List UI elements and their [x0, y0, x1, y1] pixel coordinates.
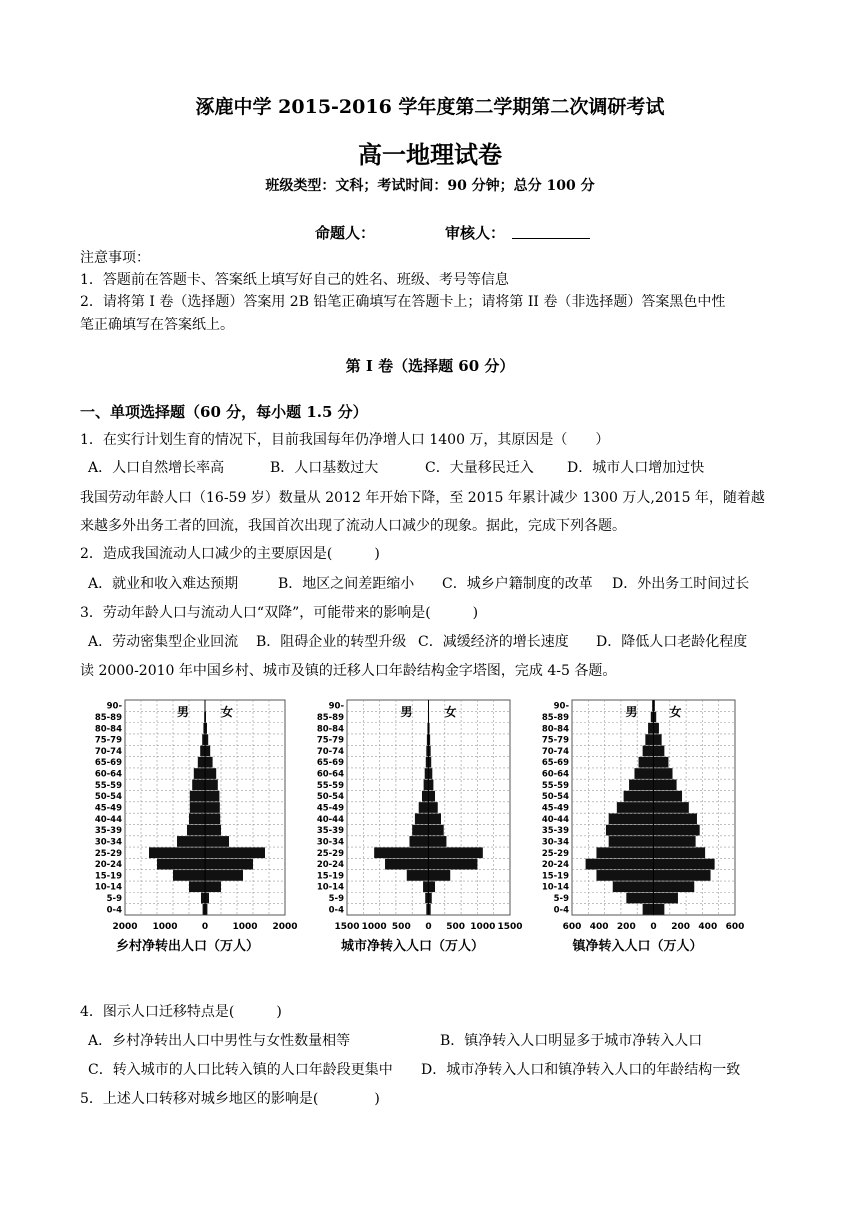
bar-female-45-49: [205, 802, 220, 813]
age-tick-label: 50-54: [94, 792, 122, 803]
bar-male-25-29: [149, 847, 205, 858]
bar-female-30-34: [654, 836, 696, 847]
note-item-2: 2．请将第 I 卷（选择题）答案用 2B 铅笔正确填写在答题卡上；请将第 II 卷（非选择题）答案黑色中性: [80, 294, 726, 310]
bar-male-55-59: [629, 780, 653, 791]
q3-option-c: C．减缓经济的增长速度: [418, 634, 569, 650]
question-5: 5．上述人口转移对城乡地区的影响是( ): [80, 1091, 380, 1107]
age-tick-label: 10-14: [316, 882, 344, 893]
bar-female-50-54: [205, 791, 219, 802]
bar-male-35-39: [412, 825, 428, 836]
reviewer-label: 审核人：: [445, 224, 506, 242]
age-tick-label: 10-14: [541, 882, 569, 893]
population-pyramid-figure: [80, 690, 760, 965]
legend-male: 男: [176, 705, 190, 719]
bar-female-40-44: [654, 813, 697, 824]
age-tick-label: 30-34: [541, 837, 569, 848]
part1-title: 第 I 卷（选择题 60 分）: [345, 357, 515, 375]
bar-male-75-79: [645, 734, 653, 745]
school-title: 涿鹿中学 2015-2016 学年度第二学期第二次调研考试: [195, 96, 665, 118]
bar-male-65-69: [198, 757, 205, 768]
age-tick-label: 45-49: [94, 803, 122, 814]
bar-female-60-64: [654, 768, 673, 779]
bar-female-35-39: [654, 825, 700, 836]
bar-male-10-14: [189, 881, 205, 892]
age-tick-label: 0-4: [106, 905, 122, 916]
q2-option-c: C．城乡户籍制度的改革: [442, 576, 593, 592]
bar-female-45-49: [429, 802, 438, 813]
bar-male-65-69: [639, 757, 654, 768]
pyramid-chart-2: [317, 700, 523, 954]
bar-male-70-74: [200, 746, 205, 757]
bar-male-45-49: [419, 802, 429, 813]
bar-male-5-9: [626, 893, 653, 904]
age-tick-label: 90-: [328, 701, 344, 712]
bar-male-20-24: [157, 859, 205, 870]
bar-female-5-9: [654, 893, 678, 904]
age-tick-label: 5-9: [106, 894, 122, 905]
x-tick-label: 1000: [152, 922, 178, 932]
bar-male-5-9: [201, 893, 205, 904]
bar-female-0-4: [654, 904, 665, 915]
age-tick-label: 50-54: [541, 792, 569, 803]
age-tick-label: 70-74: [316, 746, 344, 757]
age-tick-label: 0-4: [553, 905, 569, 916]
age-tick-label: 75-79: [316, 735, 344, 746]
x-tick-label: 1500: [334, 922, 360, 932]
age-tick-label: 25-29: [541, 848, 569, 859]
age-tick-label: 70-74: [541, 746, 569, 757]
bar-female-70-74: [654, 746, 665, 757]
chart-title: 城市净转入人口（万人）: [340, 939, 485, 954]
x-tick-label: 1000: [232, 922, 258, 932]
q2-option-b: B．地区之间差距缩小: [278, 576, 415, 592]
bar-female-30-34: [205, 836, 229, 847]
bar-male-20-24: [586, 859, 654, 870]
pyramid-chart-3: [542, 700, 745, 954]
question-4: 4．图示人口迁移特点是( ): [80, 1004, 282, 1020]
bar-female-15-19: [429, 870, 451, 881]
age-tick-label: 25-29: [94, 848, 122, 859]
age-tick-label: 35-39: [94, 826, 122, 837]
q4-option-a: A．乡村净转出人口中男性与女性数量相等: [88, 1033, 351, 1049]
age-tick-label: 40-44: [541, 814, 569, 825]
bar-female-55-59: [654, 780, 677, 791]
bar-male-60-64: [425, 768, 429, 779]
age-tick-label: 5-9: [328, 894, 344, 905]
x-tick-label: 1000: [361, 922, 387, 932]
bar-female-80-84: [654, 723, 659, 734]
bar-female-65-69: [654, 757, 669, 768]
section1-title: 一、单项选择题（60 分，每小题 1.5 分）: [80, 403, 368, 421]
age-tick-label: 40-44: [316, 814, 344, 825]
legend-male: 男: [625, 705, 638, 719]
bar-female-40-44: [429, 813, 441, 824]
bar-male-25-29: [596, 847, 653, 858]
q4-option-c: C．转入城市的人口比转入镇的人口年龄段更集中: [88, 1062, 393, 1078]
age-tick-label: 55-59: [316, 780, 344, 791]
q2-option-a: A．就业和收入难达预期: [88, 576, 239, 592]
bar-female-35-39: [429, 825, 444, 836]
bar-male-30-34: [409, 836, 428, 847]
bar-male-30-34: [177, 836, 205, 847]
x-tick-label: 600: [562, 922, 582, 932]
bar-male-40-44: [415, 813, 429, 824]
age-tick-label: 15-19: [541, 871, 569, 882]
question-1: 1．在实行计划生育的情况下，目前我国每年仍净增人口 1400 万，其原因是（ ）: [80, 432, 610, 448]
age-tick-label: 15-19: [94, 871, 122, 882]
note-item-2-cont: 笔正确填写在答案纸上。: [80, 317, 234, 333]
bar-female-10-14: [654, 881, 695, 892]
bar-male-15-19: [407, 870, 429, 881]
bar-female-15-19: [654, 870, 711, 881]
bar-male-15-19: [596, 870, 653, 881]
bar-male-50-54: [190, 791, 205, 802]
age-tick-label: 25-29: [316, 848, 344, 859]
question-2: 2．造成我国流动人口减少的主要原因是( ): [80, 546, 380, 562]
bar-female-20-24: [205, 859, 253, 870]
x-tick-label: 400: [698, 922, 718, 932]
q3-option-a: A．劳动密集型企业回流: [88, 634, 239, 650]
passage-1-line-1: 我国劳动年龄人口（16-59 岁）数量从 2012 年开始下降，至 2015 年累计减少 1300 万人,2015 年，随着越: [80, 490, 765, 506]
bar-male-25-29: [374, 847, 428, 858]
bar-female-60-64: [429, 768, 433, 779]
q2-option-d: D．外出务工时间过长: [612, 576, 750, 592]
age-tick-label: 65-69: [94, 758, 122, 769]
bar-female-25-29: [205, 847, 265, 858]
age-tick-label: 30-34: [316, 837, 344, 848]
age-tick-label: 10-14: [94, 882, 122, 893]
age-tick-label: 85-89: [541, 712, 569, 723]
x-tick-label: 0: [201, 922, 209, 932]
age-tick-label: 55-59: [541, 780, 569, 791]
notes-heading: 注意事项：: [80, 250, 150, 266]
bar-male-55-59: [424, 780, 429, 791]
q1-option-c: C．大量移民迁入: [425, 460, 534, 476]
setter-label: 命题人：: [315, 224, 376, 242]
x-tick-label: 1000: [470, 922, 496, 932]
x-tick-label: 0: [650, 922, 657, 932]
bar-male-35-39: [187, 825, 205, 836]
age-tick-label: 80-84: [316, 724, 344, 735]
bar-male-40-44: [609, 813, 654, 824]
bar-female-35-39: [205, 825, 221, 836]
bar-male-80-84: [648, 723, 653, 734]
x-tick-label: 500: [391, 922, 411, 932]
q1-option-b: B．人口基数过大: [270, 460, 379, 476]
age-tick-label: 35-39: [541, 826, 569, 837]
bar-male-60-64: [194, 768, 205, 779]
q3-option-d: D．降低人口老龄化程度: [596, 634, 748, 650]
age-tick-label: 5-9: [553, 894, 569, 905]
bar-male-50-54: [624, 791, 654, 802]
bar-male-55-59: [192, 780, 205, 791]
subject-title: 高一地理试卷: [358, 140, 502, 169]
age-tick-label: 40-44: [94, 814, 122, 825]
age-tick-label: 75-79: [541, 735, 569, 746]
age-tick-label: 75-79: [94, 735, 122, 746]
bar-male-35-39: [606, 825, 654, 836]
q1-option-a: A．人口自然增长率高: [88, 460, 225, 476]
bar-female-10-14: [205, 881, 221, 892]
age-tick-label: 20-24: [316, 860, 344, 871]
age-tick-label: 80-84: [94, 724, 122, 735]
bar-male-45-49: [190, 802, 205, 813]
bar-female-65-69: [205, 757, 213, 768]
bar-female-30-34: [429, 836, 447, 847]
bar-male-45-49: [617, 802, 654, 813]
age-tick-label: 35-39: [316, 826, 344, 837]
x-tick-label: 600: [725, 922, 745, 932]
bar-male-70-74: [643, 746, 654, 757]
age-tick-label: 50-54: [316, 792, 344, 803]
age-tick-label: 65-69: [541, 758, 569, 769]
bar-female-55-59: [429, 780, 434, 791]
bar-female-10-14: [429, 881, 436, 892]
x-tick-label: 400: [589, 922, 609, 932]
age-tick-label: 45-49: [316, 803, 344, 814]
x-tick-label: 0: [425, 922, 432, 932]
bar-female-75-79: [654, 734, 662, 745]
age-tick-label: 70-74: [94, 746, 122, 757]
age-tick-label: 90-: [553, 701, 569, 712]
bar-male-20-24: [385, 859, 428, 870]
question-3: 3．劳动年龄人口与流动人口“双降”，可能带来的影响是( ): [80, 605, 479, 621]
bar-male-30-34: [609, 836, 654, 847]
age-tick-label: 55-59: [94, 780, 122, 791]
bar-female-40-44: [205, 813, 220, 824]
bar-male-15-19: [173, 870, 205, 881]
passage-1-line-2: 来越多外出务工者的回流，我国首次出现了流动人口减少的现象。据此，完成下列各题。: [80, 518, 626, 534]
bar-male-10-14: [423, 881, 428, 892]
bar-male-60-64: [634, 768, 653, 779]
q4-option-d: D．城市净转入人口和镇净转入人口的年龄结构一致: [421, 1062, 741, 1078]
bar-female-5-9: [205, 893, 209, 904]
age-tick-label: 45-49: [541, 803, 569, 814]
passage-2: 读 2000-2010 年中国乡村、城市及镇的迁移人口年龄结构金字塔图，完成 4-5 各题。: [80, 663, 617, 679]
pyramid-chart-1: [95, 700, 298, 954]
bar-female-20-24: [654, 859, 715, 870]
age-tick-label: 30-34: [94, 837, 122, 848]
q3-option-b: B．阻碍企业的转型升级: [256, 634, 407, 650]
age-tick-label: 20-24: [94, 860, 122, 871]
bar-female-20-24: [429, 859, 478, 870]
bar-male-10-14: [613, 881, 654, 892]
exam-info: 班级类型：文科；考试时间：90 分钟；总分 100 分: [265, 178, 595, 194]
bar-female-25-29: [429, 847, 483, 858]
bar-male-40-44: [189, 813, 205, 824]
bar-male-50-54: [422, 791, 429, 802]
bar-male-0-4: [643, 904, 654, 915]
bar-female-15-19: [205, 870, 243, 881]
age-tick-label: 0-4: [328, 905, 344, 916]
x-tick-label: 200: [616, 922, 636, 932]
x-tick-label: 1500: [497, 922, 523, 932]
age-tick-label: 15-19: [316, 871, 344, 882]
x-tick-label: 500: [446, 922, 466, 932]
bar-female-70-74: [205, 746, 210, 757]
age-tick-label: 85-89: [94, 712, 122, 723]
bar-female-50-54: [654, 791, 683, 802]
x-tick-label: 200: [671, 922, 691, 932]
legend-female: 女: [220, 705, 234, 719]
age-tick-label: 65-69: [316, 758, 344, 769]
legend-female: 女: [444, 705, 457, 719]
age-tick-label: 90-: [106, 701, 122, 712]
age-tick-label: 60-64: [316, 769, 344, 780]
age-tick-label: 85-89: [316, 712, 344, 723]
reviewer-blank-line: [512, 238, 590, 239]
x-tick-label: 2000: [112, 922, 138, 932]
age-tick-label: 60-64: [94, 769, 122, 780]
age-tick-label: 60-64: [541, 769, 569, 780]
legend-male: 男: [400, 705, 413, 719]
chart-title: 乡村净转出人口（万人）: [115, 939, 260, 954]
bar-female-25-29: [654, 847, 706, 858]
legend-female: 女: [669, 705, 682, 719]
bar-female-45-49: [654, 802, 689, 813]
bar-female-55-59: [205, 780, 218, 791]
age-tick-label: 80-84: [541, 724, 569, 735]
note-item-1: 1．答题前在答题卡、答案纸上填写好自己的姓名、班级、考号等信息: [80, 272, 509, 288]
chart-title: 镇净转入人口（万人）: [572, 939, 703, 954]
q1-option-d: D．城市人口增加过快: [567, 460, 705, 476]
x-tick-label: 2000: [272, 922, 298, 932]
bar-female-50-54: [429, 791, 436, 802]
age-tick-label: 20-24: [541, 860, 569, 871]
q4-option-b: B．镇净转入人口明显多于城市净转入人口: [440, 1033, 703, 1049]
bar-female-60-64: [205, 768, 216, 779]
